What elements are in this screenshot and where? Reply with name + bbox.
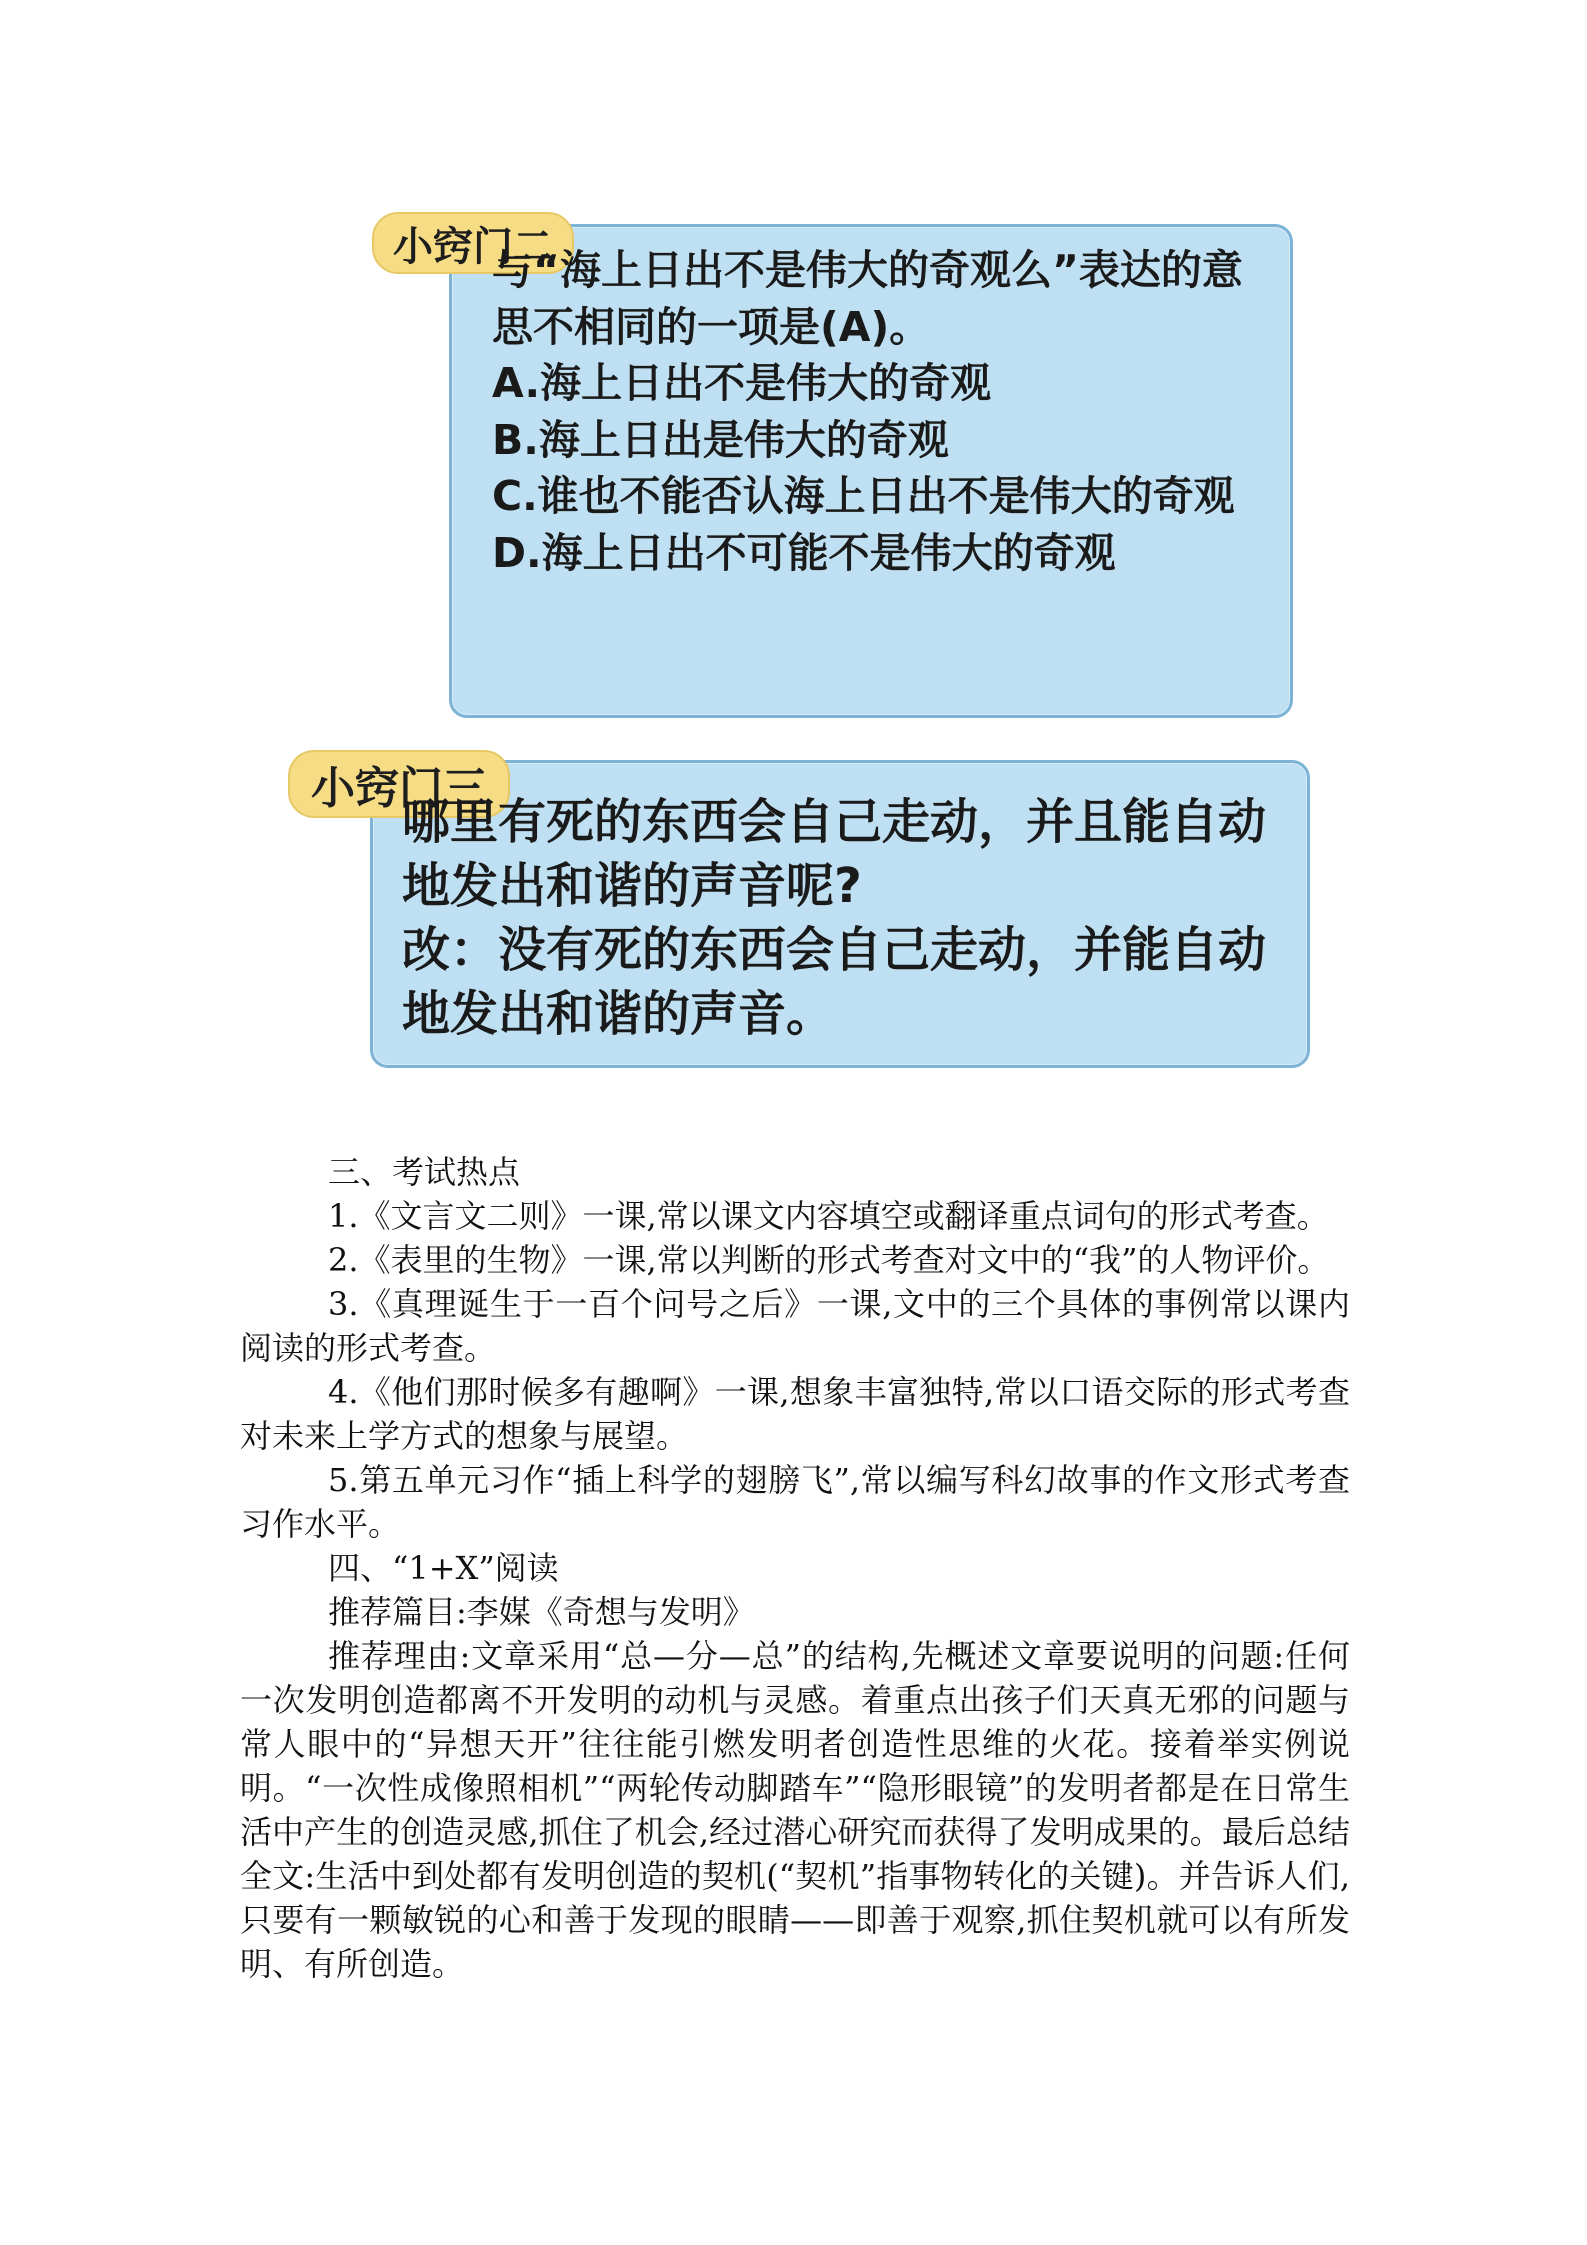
tip-card-two-text: 与“海上日出不是伟大的奇观么”表达的意思不相同的一项是(A)。 A.海上日出不是伟大的奇观 B.海上日出是伟大的奇观 C.谁也不能否认海上日出不是伟大的奇观 D.海上日出不可能不是伟大的奇观 <box>492 246 1243 577</box>
recommended-reason: 推荐理由:文章采用“总—分—总”的结构,先概述文章要说明的问题:任何一次发明创造都离不开发明的动机与灵感。着重点出孩子们天真无邪的问题与常人眼中的“异想天开”往往能引燃发明者创造性思维的火花。接着举实例说明。“一次性成像照相机”“两轮传动脚踏车”“隐形眼镜”的发明者都是在日常生活中产生的创造灵感,抓住了机会,经过潜心研究而获得了发明成果的。最后总结全文:生活中到处都有发明创造的契机(“契机”指事物转化的关键)。并告诉人们,只要有一颗敏锐的心和善于发现的眼睛——即善于观察,抓住契机就可以有所发明、有所创造。 <box>240 1637 1350 1983</box>
hotspot-item-4: 4.《他们那时候多有趣啊》一课,想象丰富独特,常以口语交际的形式考查对未来上学方式的想象与展望。 <box>240 1373 1350 1455</box>
tip-card-three-text: 哪里有死的东西会自己走动，并且能自动地发出和谐的声音呢? 改：没有死的东西会自己走动，并能自动地发出和谐的声音。 <box>402 794 1267 1042</box>
hotspot-item-3: 3.《真理诞生于一百个问号之后》一课,文中的三个具体的事例常以课内阅读的形式考查。 <box>240 1285 1350 1367</box>
section-heading-exam-hotspots: 三、考试热点 <box>328 1153 521 1191</box>
hotspot-item-2: 2.《表里的生物》一课,常以判断的形式考查对文中的“我”的人物评价。 <box>328 1241 1330 1279</box>
section-heading-reading: 四、“1+X”阅读 <box>328 1549 559 1587</box>
tip-tag-two: 小窍门二 <box>372 212 574 274</box>
tip-tag-three: 小窍门三 <box>288 750 510 818</box>
hotspot-item-5: 5.第五单元习作“插上科学的翅膀飞”,常以编写科幻故事的作文形式考查习作水平。 <box>240 1461 1350 1543</box>
recommended-title: 推荐篇目:李媒《奇想与发明》 <box>328 1593 755 1631</box>
article-body <box>240 1150 1350 1986</box>
hotspot-item-1: 1.《文言文二则》一课,常以课文内容填空或翻译重点词句的形式考查。 <box>328 1197 1329 1235</box>
